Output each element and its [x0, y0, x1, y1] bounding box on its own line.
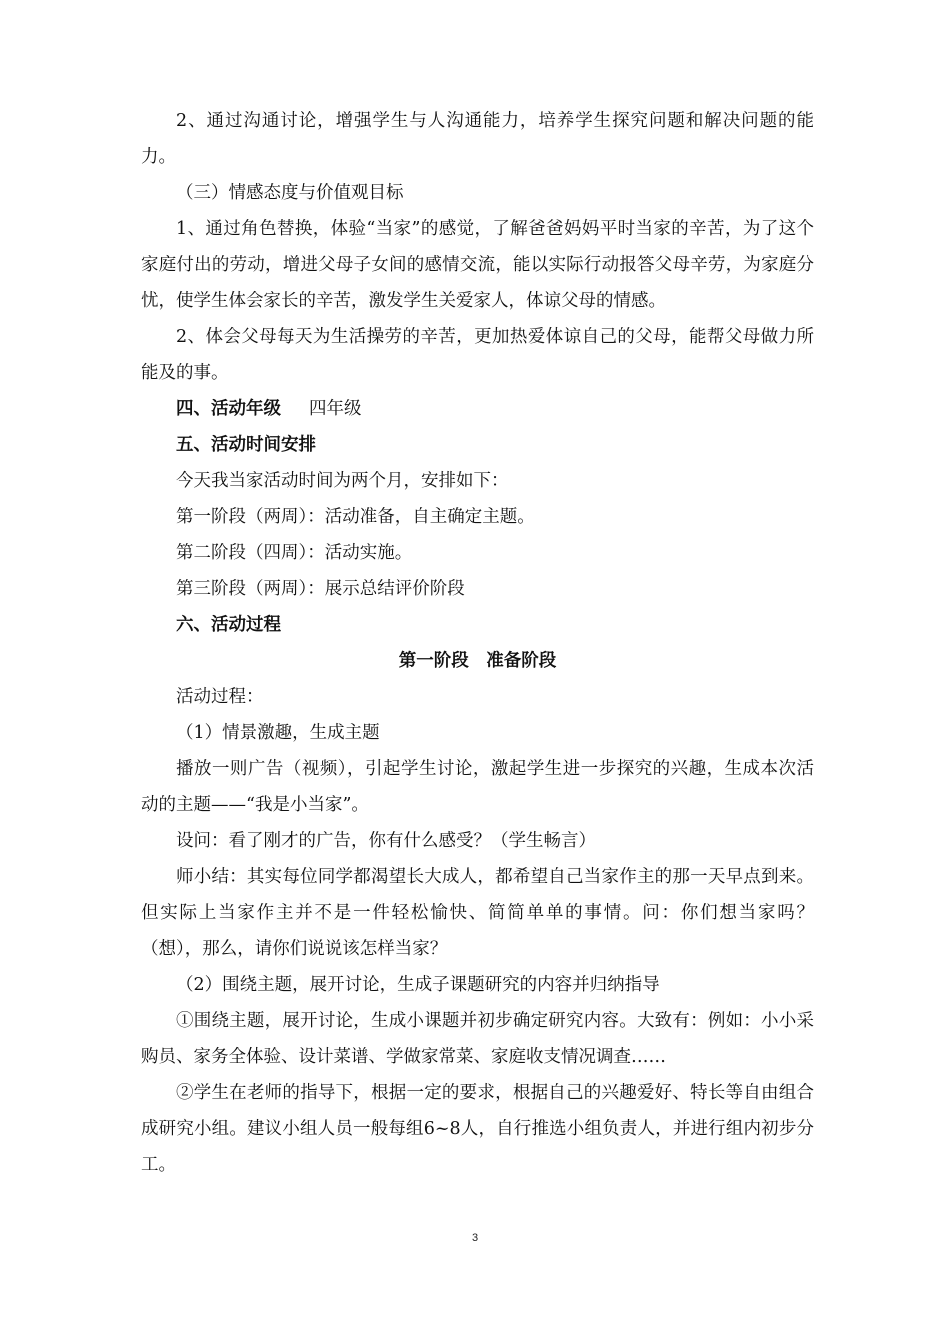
schedule-stage-3: 第三阶段（两周）：展示总结评价阶段: [176, 579, 465, 599]
process-step-1-title: （1）情景激趣，生成主题: [176, 723, 380, 743]
process-summary: 师小结：其实每位同学都渴望长大成人，都希望自己当家作主的那一天早点到来。但实际上当家作主并不是一件轻松愉快、简简单单的事情。问：你们想当家吗？（想），那么，请你们说说该怎样当家？: [141, 867, 814, 959]
schedule-stage-1: 第一阶段（两周）：活动准备，自主确定主题。: [176, 507, 535, 527]
grade-value: 四年级: [309, 399, 362, 419]
process-step-2-title: （2）围绕主题，展开讨论，生成子课题研究的内容并归纳指导: [176, 975, 660, 995]
schedule-intro: 今天我当家活动时间为两个月，安排如下：: [176, 471, 509, 491]
schedule-stage-2: 第二阶段（四周）：活动实施。: [176, 543, 413, 563]
paragraph-emotion-goal-2: 2、体会父母每天为生活操劳的辛苦，更加热爱体谅自己的父母，能帮父母做力所能及的事。: [141, 327, 814, 383]
process-step-2-item-2: ②学生在老师的指导下，根据一定的要求，根据自己的兴趣爱好、特长等自由组合成研究小组。建议小组人员一般每组6~8人，自行推选小组负责人，并进行组内初步分工。: [141, 1083, 814, 1175]
paragraph-skill-goal-2: 2、通过沟通讨论，增强学生与人沟通能力，培养学生探究问题和解决问题的能力。: [141, 111, 814, 167]
page-number: 3: [471, 1232, 479, 1244]
section-heading-grade: [141, 391, 814, 427]
subheading-emotion-goals: （三）情感态度与价值观目标: [176, 183, 404, 203]
section-heading-process: 六、活动过程: [176, 615, 281, 635]
page-content: [141, 103, 814, 1183]
section-heading-schedule: 五、活动时间安排: [176, 435, 316, 455]
process-label: 活动过程：: [176, 687, 264, 707]
paragraph-emotion-goal-1: 1、通过角色替换，体验“当家”的感觉，了解爸爸妈妈平时当家的辛苦，为了这个家庭付出的劳动，增进父母子女间的感情交流，能以实际行动报答父母辛劳，为家庭分忧，使学生体会家长的辛苦，激发学生关爱家人，体谅父母的情感。: [141, 219, 814, 311]
grade-heading-text: 四、活动年级: [176, 399, 281, 419]
process-step-2-item-1: ①围绕主题，展开讨论，生成小课题并初步确定研究内容。大致有：例如：小小采购员、家务全体验、设计菜谱、学做家常菜、家庭收支情况调查……: [141, 1011, 814, 1067]
process-question: 设问：看了刚才的广告，你有什么感受？（学生畅言）: [176, 831, 596, 851]
stage-title: 第一阶段 准备阶段: [398, 651, 557, 671]
process-step-1-body: 播放一则广告（视频），引起学生讨论，激起学生进一步探究的兴趣，生成本次活动的主题——“我是小当家”。: [141, 759, 814, 815]
